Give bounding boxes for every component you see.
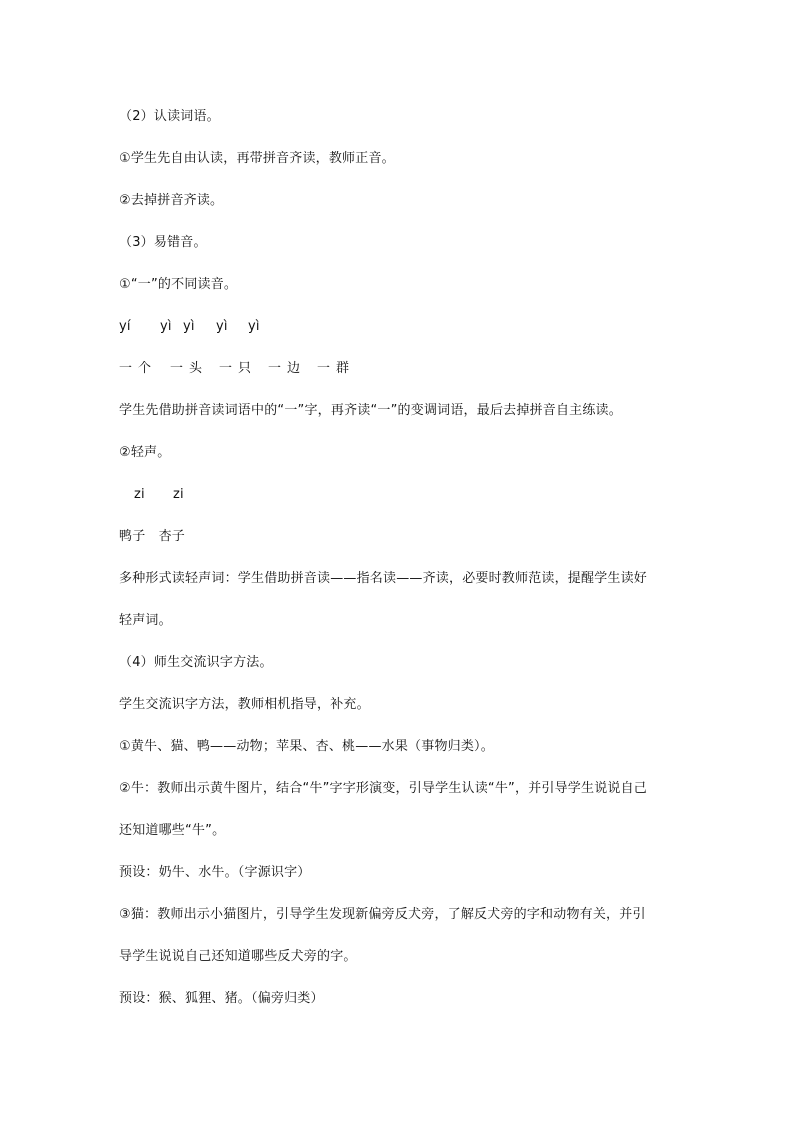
methods-exchange: 学生交流识字方法，教师相机指导，补充。 [119,697,370,712]
word-yi-bian: 一边 [268,361,307,376]
step-remove-pinyin: ②去掉拼音齐读。 [119,193,224,208]
pinyin-yi-1: yí [119,319,131,334]
pinyin-zi-2: zi [173,487,184,502]
zi-pinyin-row [119,487,239,503]
yi-practice-instruction: 学生先借助拼音读词语中的“一”字，再齐读“一”的变调词语，最后去掉拼音自主练读。 [119,403,622,418]
heading-literacy-methods: （4）师生交流识字方法。 [119,655,273,670]
yi-readings-title: ①“一”的不同读音。 [119,277,238,292]
word-yi-zhi: 一只 [219,361,258,376]
method-mao-cont: 导学生说说自己还知道哪些反犬旁的字。 [119,949,357,964]
neutral-tone-practice: 多种形式读轻声词：学生借助拼音读——指名读——齐读，必要时教师范读，提醒学生读好 [119,571,648,586]
pinyin-zi-1: zi [134,487,145,502]
word-yi-qun: 一群 [317,361,356,376]
pinyin-yi-4: yì [216,319,228,334]
heading-read-words: （2）认读词语。 [119,109,220,124]
yi-pinyin-row [119,319,419,335]
method-mao: ③猫：教师出示小猫图片，引导学生发现新偏旁反犬旁，了解反犬旁的字和动物有关，并引 [119,907,646,922]
step-free-reading: ①学生先自由认读，再带拼音齐读，教师正音。 [119,151,395,166]
word-yi-tou: 一头 [170,361,209,376]
pinyin-yi-3: yì [183,319,195,334]
yi-words-row [119,361,419,377]
method-categorize: ①黄牛、猫、鸭——动物；苹果、杏、桃——水果（事物归类）。 [119,739,494,754]
word-yi-ge: 一个 [119,361,158,376]
preset-mao: 预设：猴、狐狸、猪。（偏旁归类） [119,991,324,1006]
neutral-tone-words: 鸭子 杏子 [119,529,186,544]
preset-niu: 预设：奶牛、水牛。（字源识字） [119,865,311,880]
heading-confusable-sounds: （3）易错音。 [119,235,207,250]
pinyin-yi-2: yì [160,319,172,334]
neutral-tone-title: ②轻声。 [119,445,171,460]
pinyin-yi-5: yì [248,319,260,334]
neutral-tone-practice-cont: 轻声词。 [119,613,172,628]
method-niu: ②牛：教师出示黄牛图片，结合“牛”字字形演变，引导学生认读“牛”，并引导学生说说自己 [119,781,647,796]
method-niu-cont: 还知道哪些“牛”。 [119,823,226,838]
